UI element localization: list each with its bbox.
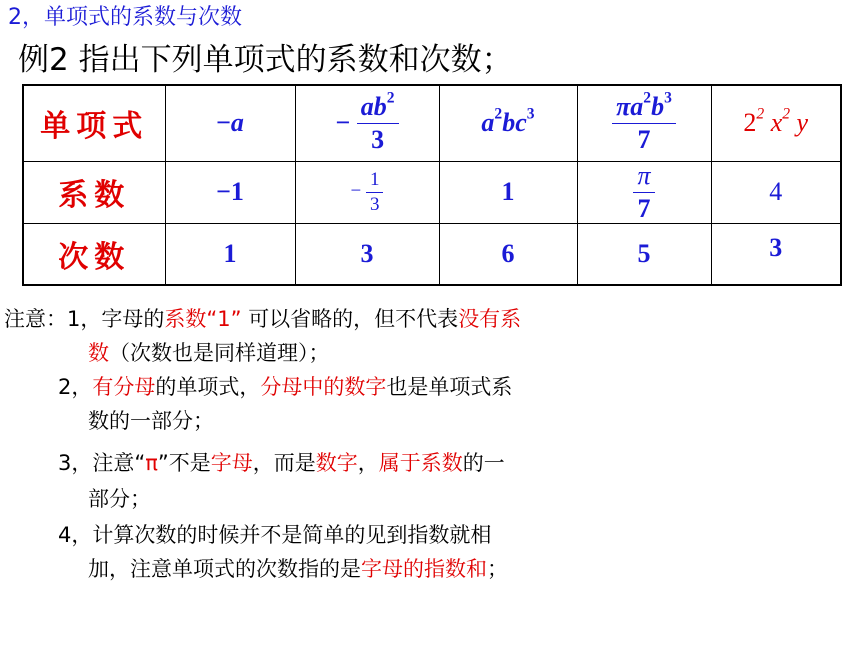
monomial-4: $\frac{\pi a^2b^3}{7}$ xyxy=(577,85,711,161)
coefficient-4: $\frac{\pi}{7}$ xyxy=(577,161,711,223)
monomial-2: − $\frac{ab^2}{3}$ xyxy=(295,85,439,161)
degree-1: 1 xyxy=(165,223,295,285)
row-header-coefficient: 系数 xyxy=(23,161,165,223)
coefficient-row xyxy=(23,161,841,223)
coefficient-1: −1 xyxy=(165,161,295,223)
row-header-degree: 次数 xyxy=(23,223,165,285)
coefficient-3: 1 xyxy=(439,161,577,223)
coefficient-5: 4 xyxy=(711,161,841,223)
degree-2: 3 xyxy=(295,223,439,285)
coefficient-2: − $\frac{1}{3}$ xyxy=(295,161,439,223)
row-header-monomial: 单项式 xyxy=(23,85,165,161)
monomial-3: $a^2bc^3$ xyxy=(439,85,577,161)
note-2-line-1: 2，有分母的单项式，分母中的数字也是单项式系 xyxy=(58,375,513,399)
note-2-line-2: 数的一部分； xyxy=(88,409,214,433)
note-1-line-2: 数（次数也是同样道理）； xyxy=(88,341,330,365)
note-3-line-1: 3，注意“π”不是字母，而是数字，属于系数的一 xyxy=(58,451,505,475)
example-title: 例2 指出下列单项式的系数和次数； xyxy=(18,42,513,78)
degree-5: 3 xyxy=(711,223,841,285)
note-3-line-2: 部分； xyxy=(88,487,151,511)
section-subtitle: 2，单项式的系数与次数 xyxy=(8,5,242,30)
monomial-1: −a xyxy=(165,85,295,161)
degree-row xyxy=(23,223,841,285)
monomial-5: $2^2$ $x^2$ y xyxy=(711,85,841,161)
monomial-table xyxy=(22,84,842,286)
note-4-line-1: 4，计算次数的时候并不是简单的见到指数就相 xyxy=(58,523,492,547)
monomial-row xyxy=(23,85,841,161)
degree-3: 6 xyxy=(439,223,577,285)
note-4-line-2: 加，注意单项式的次数指的是字母的指数和； xyxy=(88,557,508,581)
note-1-line-1: 注意：1，字母的系数“1” 可以省略的，但不代表没有系 xyxy=(4,307,522,331)
degree-4: 5 xyxy=(577,223,711,285)
